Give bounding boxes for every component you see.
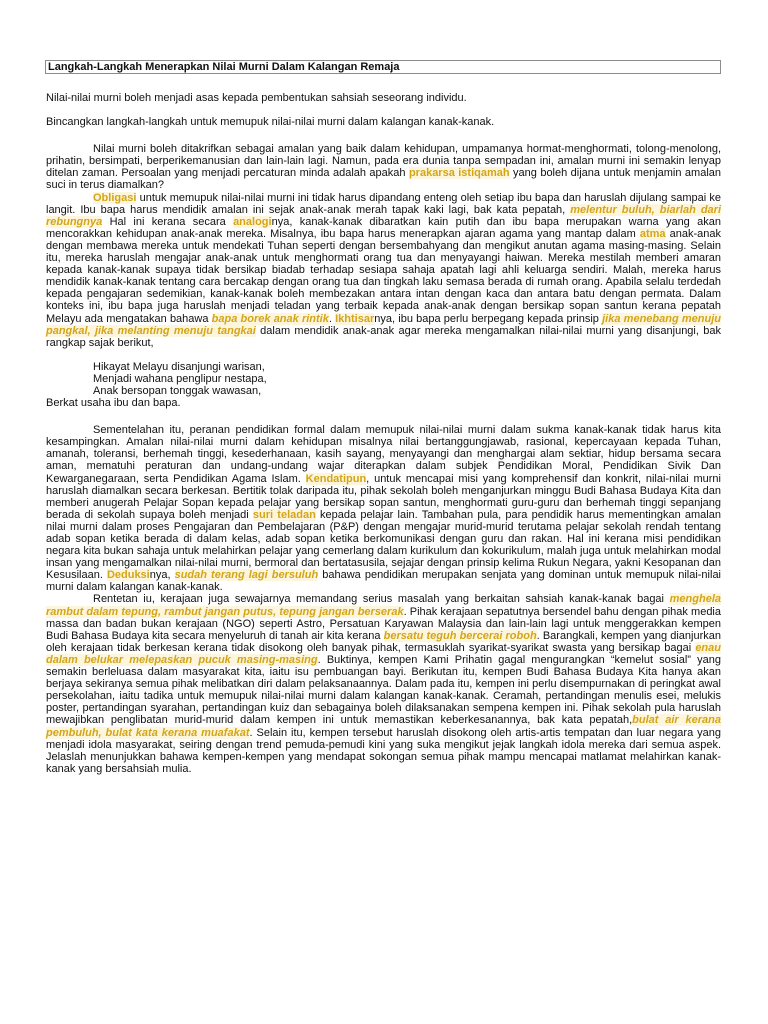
highlight-proverb: bersatu teguh bercerai roboh <box>383 629 537 642</box>
text-run: dalam mendidik anak-anak agar mereka mengamalkan nilai-nilai murni yang disanjungi, bak rangkap sajak berikut, <box>46 324 721 349</box>
poem-stanza <box>46 361 721 409</box>
highlight-phrase: suri teladan <box>252 508 316 521</box>
highlight-phrase: Deduksi <box>106 569 150 582</box>
highlight-proverb: bulat air kerana pembuluh, bulat kata kerana muafakat <box>46 714 721 739</box>
highlight-phrase: analogi <box>233 215 272 228</box>
text-run: Nilai murni boleh ditakrifkan sebagai amalan yang baik dalam kehidupan, umpamanya hormat-menghormati, tolong-menolong, prihatin, bersimpati, berperikemanusian dan lain-lain lagi. Namun, pada era dunia tanpa sempadan ini, amalan murni ini semakin lenyap ditelan zaman. Persoalan yang menjadi percaturan minda adalah apakah <box>46 143 721 180</box>
paragraph-1 <box>46 143 721 191</box>
highlight-proverb: jika menebang menuju pangkal, jika melanting menuju tangkai <box>46 312 721 337</box>
poem-line: Hikayat Melayu disanjungi warisan, <box>93 360 265 373</box>
text-run: nya, ibu bapa perlu berpegang kepada prinsip <box>374 312 603 325</box>
poem-line: Menjadi wahana penglipur nestapa, <box>93 372 267 385</box>
text-run: kepada pelajar lain. Tambahan pula, para pendidik harus mementingkan amalan nilai murni dalam proses Pengajaran dan Pembelajaran (P&P) dengan mengajar murid-murid terutama pelajar sekolah rendah tentang adab sopan ketika berada di dalam kelas, adab sopan ketika berkomunikasi dengan guru dan rakan. Hal ini kerana misi pendidikan negara kita bukan sahaja untuk melahirkan pelajar yang cemerlang dalam kurikulum dan kokurikulum, malah juga untuk melahirkan modal insan yang mengamalkan nilai-nilai murni, bermoral dan bertatasusila, sejajar dengan prinsip kelima Rukun Negara, yakni Kesopanan dan Kesusilaan. <box>46 508 721 582</box>
text-run: Sementelahan itu, peranan pendidikan formal dalam memupuk nilai-nilai murni dalam sukma kanak-kanak tidak harus kita kesampingkan. Amalan nilai-nilai murni dalam kehidupan misalnya nilai bertanggungjawab, rasional, kepercayaan kepada Tuhan, amanah, toleransi, berhemah tinggi, kesederhanaan, kasih sayang, menyayangi dan menghargai alam sektiar, hidup bersama secara aman, mematuhi peraturan dan undang-undang wajar diterapkan dalam subjek Pendidikan Moral, Pendidikan Sivik Dan Kewarganegaraan, serta Pendidikan Agama Islam. <box>46 424 721 485</box>
document-title: Langkah-Langkah Menerapkan Nilai Murni Dalam Kalangan Remaja <box>45 60 721 74</box>
highlight-proverb: menghela rambut dalam tepung, rambut jangan putus, tepung jangan berserak <box>46 593 721 618</box>
text-run: bahawa pendidikan merupakan senjata yang dominan untuk memupuk nilai-nilai murni dalam kalangan kanak-kanak. <box>46 569 722 594</box>
highlight-proverb: bapa borek anak rintik <box>211 312 329 325</box>
intro-question: Bincangkan langkah-langkah untuk memupuk nilai-nilai murni dalam kalangan kanak-kanak. <box>46 116 495 129</box>
text-run: nya, kanak-kanak dibaratkan kain putih dan ibu bapa merupakan warna yang akan mencorakkan kehidupan anak-anak mereka. Misalnya, ibu bapa harus menerapkan ajaran agama yang mantap dalam <box>46 215 721 240</box>
document-body <box>46 92 721 775</box>
text-run: , untuk mencapai misi yang komprehensif dan konkrit, nilai-nilai murni haruslah diamalkan secara berkesan. Bertitik tolak daripada itu, pihak sekolah boleh menganjurkan minggu Budi Bahasa Budaya Kita dan memberi anugerah Pelajar Sopan kepada pelajar yang bersikap sopan santun, menghormati guru-guru dan berhemah tinggi sepanjang berada di sekolah supaya boleh menjadi <box>46 472 721 521</box>
highlight-phrase: Kendatipun <box>305 472 367 485</box>
text-run: anak-anak dengan membawa mereka untuk mendekati Tuhan seperti dengan bersembahyang dan mengikut anutan agama masing-masing. Selain itu, mereka haruslah mengajar anak-anak untuk menghormati orang tua dan menyayangi haiwan. Mereka mestilah memberi amaran kepada kanak-kanak supaya tidak bersikap biadab terhadap sesiapa sahaja apatah lagi ahli keluarga sendiri. Malah, mereka harus mendidik kanak-kanak tentang cara bercakap dengan orang tua dan tingkah laku semasa berada di rumah orang. Apabila selalu terdedah kepada pengajaran sedemikian, kanak-kanak boleh membezakan antara intan dengan kaca dan antara batu dengan permata. Dalam konteks ini, ibu bapa juga haruslah menjadi teladan yang terbaik kepada anak-anak dengan bersikap sopan santun kerana pepatah Melayu ada mengatakan bahawa <box>46 227 721 325</box>
text-run: . Selain itu, kempen tersebut haruslah disokong oleh artis-artis tempatan dan luar negara yang menjadi idola masyarakat, seiring dengan trend pemuda-pemudi kini yang suka mengikut jejak langkah idola mereka dari semua aspek. Jelaslah menunjukkan bahawa kempen-kempen yang mendapat sokongan semua pihak mampu mencapai matlamat melahirkan kanak-kanak yang bersahsiah mulia. <box>46 726 721 775</box>
text-run: Hal ini kerana secara <box>102 215 234 228</box>
text-run: nya, <box>149 569 175 582</box>
intro-statement: Nilai-nilai murni boleh menjadi asas kepada pembentukan sahsiah seseorang individu. <box>46 92 467 104</box>
text-run: Rentetan iu, kerajaan juga sewajarnya memandang serius masalah yang berkaitan sahsiah kanak-kanak bagai <box>93 593 670 606</box>
highlight-proverb: sudah terang lagi bersuluh <box>174 569 319 582</box>
poem-line: Berkat usaha ibu dan bapa. <box>46 397 181 410</box>
poem-line: Anak bersopan tonggak wawasan, <box>93 384 262 397</box>
highlight-proverb: melentur buluh, biarlah dari rebungnya <box>46 203 722 228</box>
text-run: . Pihak kerajaan sepatutnya bersendel bahu dengan pihak media massa dan badan bukan kerajaan (NGO) seperti Astro, Persatuan Karyawan Malaysia dan lain-lain lagi untuk menggerakkan kempen Budi Bahasa Budaya kita secara menyeluruh di tanah air kita kerana <box>46 605 721 642</box>
highlight-phrase: Ikhtisar <box>335 312 375 325</box>
text-run: . Buktinya, kempen Kami Prihatin gagal mengurangkan “kemelut sosial” yang semakin berleluasa dalam masyarakat kita, iaitu isu pembuangan bayi. Berikutan itu, kempen Budi Bahasa Budaya Kita hanya akan berjaya sekiranya semua pihak melibatkan diri dalam pelaksanaannya. Dalam pada itu, kempen ini perlu disempurnakan di peringkat awal persekolahan, iaitu tadika untuk memupuk nilai-nilai murni dalam kalangan kanak-kanak. Ceramah, pertandingan menulis esei, melukis poster, pertandingan syarahan, pertandingan kuiz dan sebagainya boleh dilaksanakan sempena kempen ini. Pihak sekolah pula haruslah mewajibkan penglibatan murid-murid dalam kempen ini untuk memastikan keberkesanannya, bak kata pepatah, <box>46 653 721 727</box>
highlight-phrase: atma <box>639 227 666 240</box>
text-run: . Barangkali, kempen yang dianjurkan oleh kerajaan tidak berkesan kerana tidak disokong oleh banyak pihak, termasuklah syarikat-syarikat swasta yang bersikap bagai <box>46 629 721 654</box>
text-run: . <box>328 312 336 325</box>
highlight-phrase: prakarsa istiqamah <box>408 167 510 180</box>
paragraph-4 <box>46 593 721 774</box>
highlight-proverb: enau dalam belukar melepaskan pucuk masing-masing <box>46 641 721 666</box>
paragraph-3 <box>46 424 721 593</box>
highlight-phrase: Obligasi <box>93 191 137 204</box>
text-run: untuk memupuk nilai-nilai murni ini tidak harus dipandang enteng oleh setiap ibu bapa dan haruslah dijulang sampai ke langit. Ibu bapa harus mendidik amalan ini sejak anak-anak merah tapak kaki lagi, bak kata pepatah, <box>46 191 721 216</box>
text-run: yang boleh dijana untuk menjamin amalan suci in terus diamalkan? <box>46 167 721 192</box>
paragraph-2 <box>46 192 721 349</box>
